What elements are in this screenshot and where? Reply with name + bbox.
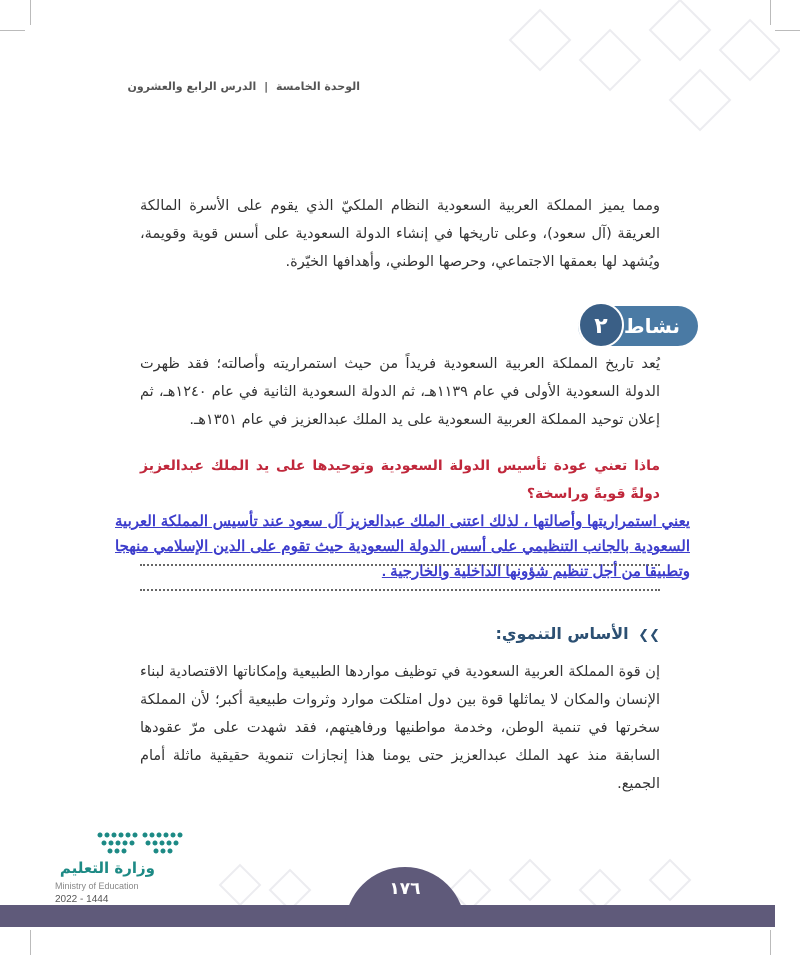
student-answer[interactable]: يعني استمراريتها وأصالتها ، لذلك اعتنى الملك عبدالعزيز آل سعود عند تأسيس المملكة العربية السعودية بالجانب التنظيمي على أسس الدولة السعودية حيث تقوم على الدين الإسلامي منهجا وتطبيقا من أجل تنظيم شؤونها الداخلية والخارجية . bbox=[115, 513, 690, 580]
answer-line bbox=[140, 589, 660, 591]
crop-mark bbox=[30, 0, 31, 25]
decorative-pattern bbox=[470, 0, 780, 140]
activity-badge bbox=[578, 302, 698, 348]
decorative-pattern bbox=[200, 855, 330, 905]
activity-number: ٢ bbox=[578, 302, 624, 348]
page-number: ١٧٦ bbox=[345, 867, 465, 927]
crop-mark bbox=[770, 930, 771, 955]
ministry-logo bbox=[55, 825, 190, 910]
intro-paragraph: ومما يميز المملكة العربية السعودية النظام الملكيّ الذي يقوم على الأسرة المالكة العريقة (آل سعود)، وعلى تاريخها في إنشاء الدولة السعودية على أسس قوية وقويمة، ويُشهد لها بعمقها الاجتماعي، وحرصها الوطني، وأهدافها الخيّرة. bbox=[140, 198, 660, 270]
header-separator: | bbox=[264, 80, 269, 93]
page-header bbox=[40, 80, 360, 93]
answer-line bbox=[140, 564, 660, 566]
unit-title: الوحدة الخامسة bbox=[275, 80, 360, 93]
activity-question: ماذا تعني عودة تأسيس الدولة السعودية وتوحيدها على يد الملك عبدالعزيز دولةً قويةً وراسخة؟ bbox=[140, 458, 660, 502]
ministry-name-english: Ministry of Education bbox=[55, 881, 139, 891]
lesson-title: الدرس الرابع والعشرون bbox=[127, 80, 257, 93]
activity-label: نشاط bbox=[623, 314, 680, 338]
crop-mark bbox=[0, 30, 25, 31]
edition-year: 2022 - 1444 bbox=[55, 894, 109, 905]
crop-mark bbox=[30, 930, 31, 955]
section-title-text: الأساس التنموي: bbox=[495, 624, 629, 643]
section-title bbox=[360, 624, 660, 643]
double-chevron-icon: ❯❯ bbox=[638, 628, 660, 643]
decorative-pattern bbox=[430, 850, 730, 910]
ministry-logo-mark bbox=[90, 825, 190, 857]
activity-paragraph: يُعد تاريخ المملكة العربية السعودية فريداً من حيث استمراريته وأصالته؛ فقد ظهرت الدولة السعودية الأولى في عام ١١٣٩هـ، ثم الدولة السعودية الثانية في عام ١٢٤٠هـ، ثم إعلان توحيد المملكة العربية السعودية على يد الملك عبدالعزيز في عام ١٣٥١هـ. bbox=[140, 356, 660, 428]
ministry-name-arabic: وزارة التعليم bbox=[59, 859, 155, 877]
development-paragraph: إن قوة المملكة العربية السعودية في توظيف مواردها الطبيعية وإمكاناتها الاقتصادية لبناء الإنسان والمكان لا يماثلها قوة بين دول امتلكت موارد وثروات طبيعية أكبر؛ لأن المملكة سخرتها في تنمية الوطن، وخدمة مواطنيها ورفاهيتهم، فقد شهدت على مرّ عقودها السابقة منذ عهد الملك عبدالعزيز حتى يومنا هذا إنجازات تنموية حقيقية ماثلة أمام الجميع. bbox=[140, 664, 660, 792]
